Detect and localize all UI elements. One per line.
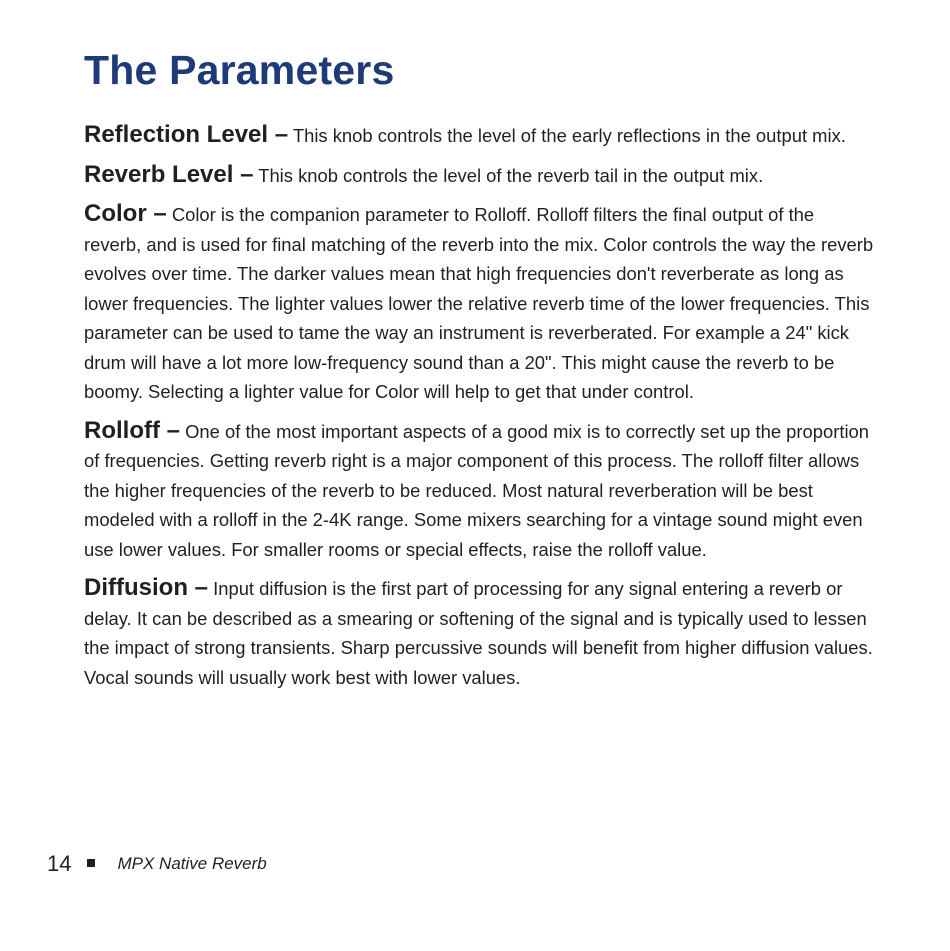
- param-reflection-level: [84, 120, 874, 151]
- param-name: Color –: [84, 200, 167, 227]
- param-description: One of the most important aspects of a good mix is to correctly set up the proportion of frequencies. Getting reverb right is a major component of this process. The rolloff filter allows the higher frequencies of the reverb to be reduced. Most natural reverberation will be best modeled with a rolloff in the 2-4K range. Some mixers searching for a vintage sound might even use lower values. For smaller rooms or special effects, raise the rolloff value.: [84, 420, 869, 560]
- square-bullet-icon: [87, 859, 95, 867]
- param-reverb-level: [84, 160, 874, 191]
- book-title: MPX Native Reverb: [117, 854, 267, 873]
- page-footer: [47, 850, 267, 878]
- param-name: Reflection Level –: [84, 121, 289, 148]
- param-name: Reverb Level –: [84, 160, 254, 188]
- param-description: This knob controls the level of the early reflections in the output mix.: [292, 125, 846, 146]
- param-color: [84, 199, 874, 407]
- param-description: Input diffusion is the first part of processing for any signal entering a reverb or delay. It can be described as a smearing or softening of the signal and is typically used to lessen the impact of strong transients. Sharp percussive sounds will benefit from higher diffusion values. Vocal sounds will usually work best with lower values.: [84, 578, 873, 688]
- param-name: Rolloff –: [84, 416, 180, 444]
- parameter-list: [84, 120, 874, 701]
- param-description: This knob controls the level of the reverb tail in the output mix.: [258, 164, 764, 186]
- param-rolloff: [84, 416, 874, 565]
- page-number: 14: [47, 851, 72, 876]
- param-diffusion: [84, 573, 874, 692]
- page-title: The Parameters: [84, 47, 395, 93]
- param-description: Color is the companion parameter to Rolloff. Rolloff filters the final output of the reverb, and is used for final matching of the reverb into the mix. Color controls the way the reverb evolves over time. The darker values mean that high frequencies don't reverberate as long as lower frequencies. The lighter values lower the relative reverb time of the lower frequencies. This parameter can be used to tame the way an instrument is reverberated. For example a 24" kick drum will have a lot more low-frequency sound than a 20". This might cause the reverb to be boomy. Selecting a lighter value for Color will help to get that under control.: [84, 204, 874, 402]
- param-name: Diffusion –: [84, 574, 208, 601]
